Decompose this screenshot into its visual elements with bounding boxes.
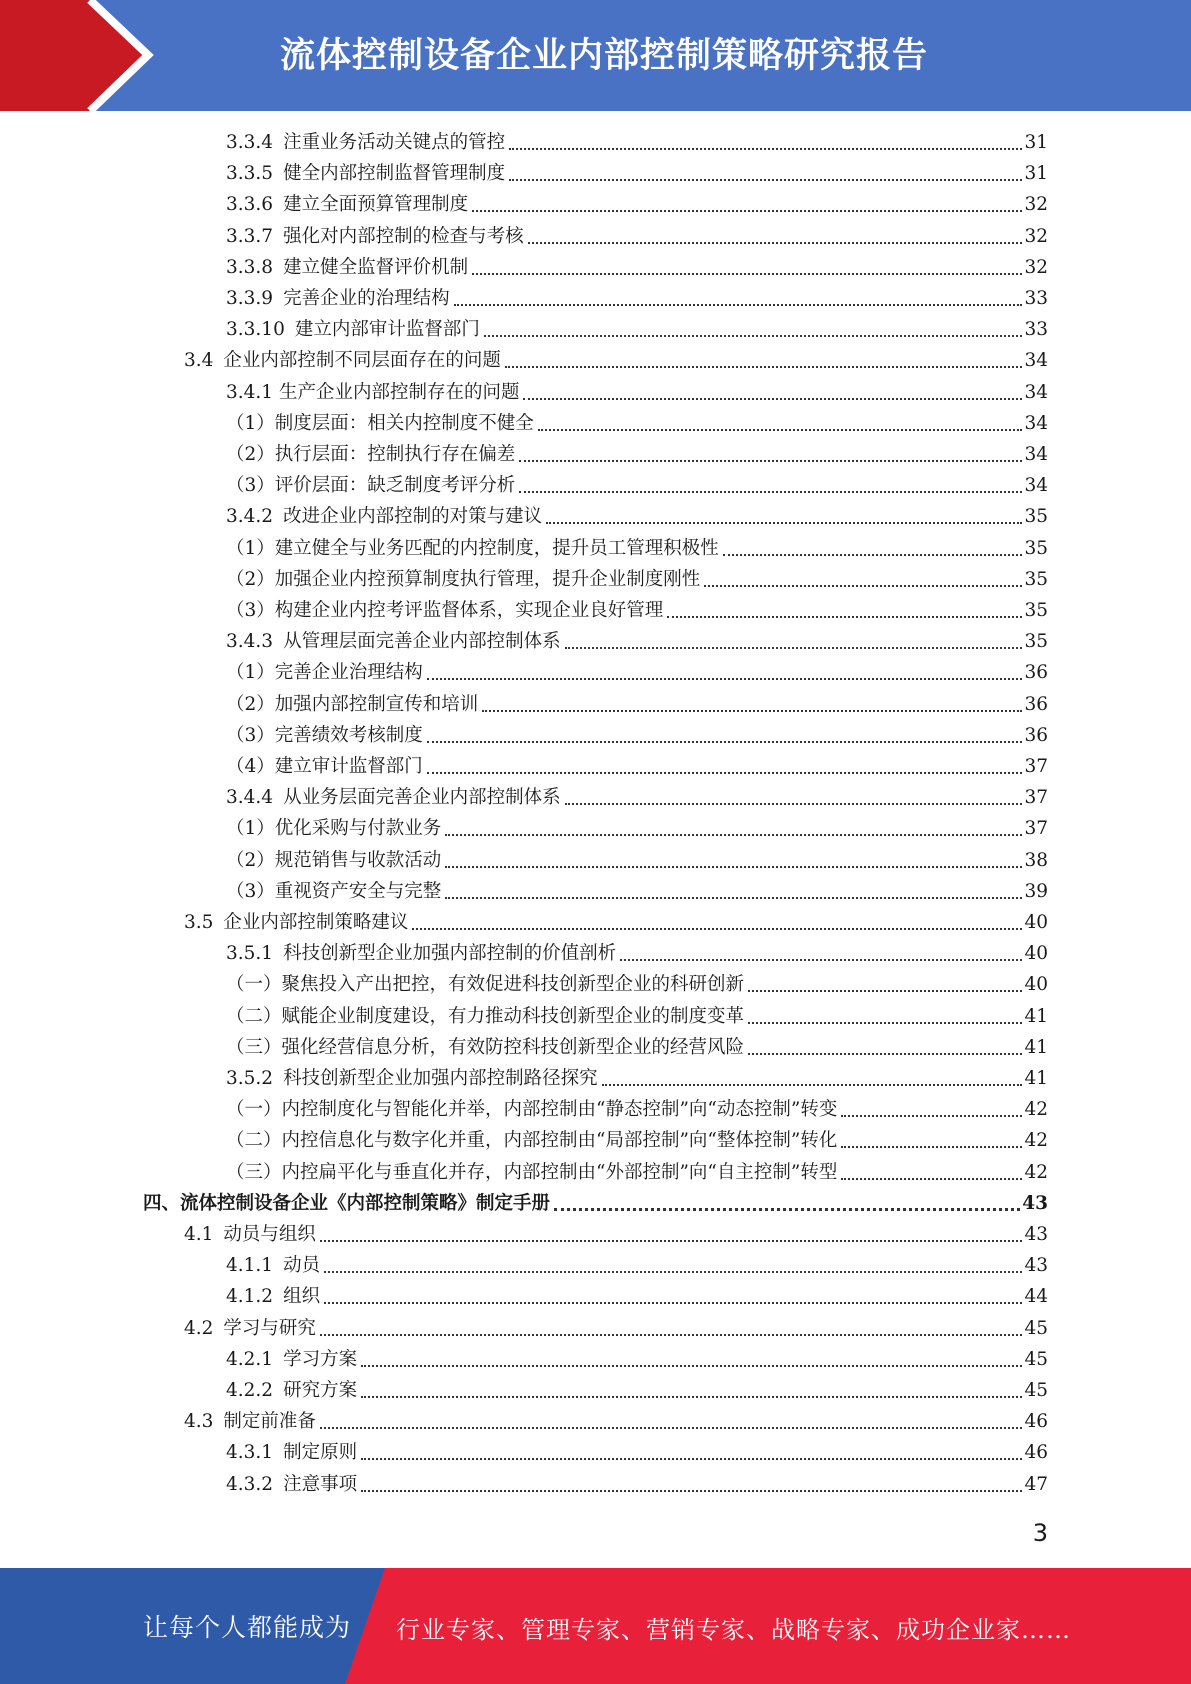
toc-entry-text: （三）内控扁平化与垂直化并存，内部控制由“外部控制”向“自主控制”转型 — [226, 1161, 838, 1183]
toc-entry-number: 3.5.2 — [226, 1068, 274, 1089]
toc-dot-leader — [620, 959, 1022, 961]
toc-entry-label — [226, 189, 470, 220]
toc-entry-text: （一）内控制度化与智能化并举，内部控制由“静态控制”向“动态控制”转变 — [226, 1099, 838, 1121]
toc-entry[interactable] — [226, 221, 1048, 252]
toc-entry-number: 3.5 — [184, 912, 214, 933]
toc-dot-leader — [445, 866, 1022, 868]
toc-entry[interactable] — [226, 626, 1048, 657]
toc-entry-label — [226, 221, 526, 252]
page-number: 3 — [1032, 1519, 1048, 1547]
toc-entry-page: 35 — [1024, 568, 1048, 590]
toc-entry-text: （1）完善企业治理结构 — [226, 662, 423, 684]
toc-dot-leader — [412, 928, 1022, 930]
toc-entry[interactable] — [226, 408, 1048, 439]
toc-entry-number: 4.1.2 — [226, 1286, 274, 1308]
toc-entry-label — [226, 782, 563, 813]
footer-slogan-left: 让每个人都能成为 — [143, 1613, 352, 1642]
toc-entry-label — [184, 1313, 318, 1344]
toc-entry[interactable] — [184, 1406, 1048, 1437]
toc-dot-leader — [320, 1427, 1023, 1429]
toc-entry-number: 3.4 — [184, 350, 214, 372]
toc-entry-number: 4.2.2 — [226, 1380, 274, 1401]
toc-entry-text: 3.4.1 生产企业内部控制存在的问题 — [226, 381, 520, 403]
toc-entry[interactable] — [226, 158, 1048, 189]
toc-entry-label — [226, 595, 665, 626]
toc-entry[interactable] — [184, 1219, 1048, 1250]
toc-entry[interactable] — [184, 1313, 1048, 1344]
toc-entry-text: 强化对内部控制的检查与考核 — [283, 225, 524, 247]
toc-entry[interactable] — [226, 314, 1048, 345]
toc-entry-label — [226, 158, 507, 189]
toc-dot-leader — [320, 1334, 1023, 1336]
toc-dot-leader — [427, 741, 1023, 743]
toc-entry-page: 33 — [1024, 288, 1048, 309]
toc-entry-number: 3.3.10 — [226, 319, 285, 341]
toc-entry-text: 四、流体控制设备企业《内部控制策略》制定手册 — [143, 1192, 551, 1214]
toc-entry-text: 从管理层面完善企业内部控制体系 — [283, 631, 561, 653]
toc-entry[interactable] — [226, 813, 1048, 844]
toc-dot-leader — [484, 335, 1023, 337]
toc-dot-leader — [723, 554, 1023, 556]
toc-entry-label — [226, 1469, 359, 1500]
toc-entry-page: 32 — [1024, 225, 1048, 247]
toc-entry-text: 科技创新型企业加强内部控制的价值剖析 — [283, 943, 617, 965]
toc-entry-number: 3.3.8 — [226, 256, 274, 278]
toc-dot-leader — [602, 1084, 1023, 1086]
toc-entry-label — [226, 813, 443, 844]
toc-dot-leader — [361, 1396, 1022, 1398]
toc-entry-number: 4.2.1 — [226, 1348, 274, 1370]
toc-entry-page: 43 — [1024, 1224, 1048, 1245]
toc-entry-text: 制定前准备 — [223, 1411, 316, 1433]
toc-entry-label — [226, 1125, 839, 1156]
toc-entry-page: 37 — [1024, 787, 1048, 809]
toc-entry[interactable] — [226, 501, 1048, 532]
toc-entry-label — [226, 720, 425, 751]
toc-entry[interactable] — [226, 657, 1048, 688]
toc-entry-text: （3）完善绩效考核制度 — [226, 724, 423, 746]
toc-dot-leader — [509, 179, 1022, 181]
toc-dot-leader — [509, 148, 1022, 150]
toc-entry[interactable] — [226, 1375, 1048, 1406]
toc-entry-text: （3）构建企业内控考评监督体系，实现企业良好管理 — [226, 600, 664, 621]
toc-entry-page: 32 — [1024, 194, 1048, 216]
toc-entry[interactable] — [226, 1094, 1048, 1125]
toc-entry-label — [226, 283, 452, 314]
toc-entry-page: 40 — [1024, 943, 1048, 965]
toc-entry[interactable] — [226, 1001, 1048, 1032]
toc-entry-page: 34 — [1024, 444, 1048, 465]
document-title: 流体控制设备企业内部控制策略研究报告 — [280, 36, 929, 76]
toc-entry-text: （1）建立健全与业务匹配的内控制度，提升员工管理积极性 — [226, 537, 719, 559]
toc-entry-page: 39 — [1024, 880, 1048, 902]
toc-entry[interactable] — [226, 845, 1048, 876]
toc-entry-label — [226, 1281, 322, 1312]
toc-entry[interactable] — [184, 907, 1048, 938]
toc-entry-page: 40 — [1024, 912, 1048, 933]
toc-entry-text: （4）建立审计监督部门 — [226, 756, 423, 777]
toc-entry-label — [143, 1188, 552, 1219]
toc-entry-text: 科技创新型企业加强内部控制路径探究 — [283, 1068, 598, 1089]
toc-entry-page: 34 — [1024, 475, 1048, 497]
toc-dot-leader — [546, 522, 1022, 524]
toc-entry-page: 41 — [1024, 1068, 1048, 1089]
toc-dot-leader — [427, 772, 1023, 774]
toc-entry-number: 3.3.7 — [226, 225, 274, 247]
toc-dot-leader — [748, 990, 1022, 992]
toc-entry[interactable] — [226, 283, 1048, 314]
toc-entry-number: 4.3 — [184, 1411, 214, 1433]
toc-entry[interactable] — [226, 969, 1048, 1000]
toc-entry[interactable] — [226, 564, 1048, 595]
toc-entry-text: 学习与研究 — [223, 1317, 316, 1339]
toc-entry-page: 32 — [1024, 256, 1048, 278]
toc-entry-label — [226, 1157, 839, 1188]
toc-entry-page: 45 — [1024, 1348, 1048, 1370]
toc-dot-leader — [519, 460, 1022, 462]
toc-entry-label — [226, 1001, 746, 1032]
toc-entry[interactable] — [226, 1125, 1048, 1156]
toc-entry-page: 35 — [1024, 631, 1048, 653]
toc-dot-leader — [841, 1146, 1022, 1148]
toc-entry-text: （二）内控信息化与数字化并重，内部控制由“局部控制”向“整体控制”转化 — [226, 1130, 838, 1152]
toc-entry-label — [184, 345, 503, 376]
toc-entry-label — [226, 1375, 359, 1406]
toc-entry[interactable] — [226, 1157, 1048, 1188]
toc-entry-text: 完善企业的治理结构 — [283, 288, 450, 309]
toc-entry-page: 44 — [1024, 1286, 1048, 1308]
toc-entry[interactable] — [226, 720, 1048, 751]
toc-entry-page: 43 — [1022, 1192, 1048, 1214]
toc-entry-number: 4.2 — [184, 1317, 214, 1339]
toc-dot-leader — [519, 491, 1022, 493]
toc-entry-text: （2）加强内部控制宣传和培训 — [226, 693, 479, 715]
toc-entry-label — [184, 1406, 318, 1437]
toc-dot-leader — [445, 834, 1022, 836]
toc-entry[interactable] — [226, 439, 1048, 470]
toc-entry-label — [226, 127, 507, 158]
toc-dot-leader — [320, 1240, 1023, 1242]
toc-entry-page: 46 — [1024, 1411, 1048, 1433]
toc-entry-text: 研究方案 — [283, 1380, 358, 1401]
toc-entry-number: 4.1 — [184, 1224, 214, 1245]
toc-entry-text: 建立内部审计监督部门 — [294, 319, 480, 341]
toc-entry-page: 46 — [1024, 1442, 1048, 1464]
page-footer — [0, 1568, 1191, 1684]
toc-entry-text: 从业务层面完善企业内部控制体系 — [283, 787, 561, 809]
toc-entry-label — [226, 314, 482, 345]
toc-entry[interactable] — [226, 1437, 1048, 1468]
toc-entry-label — [226, 439, 517, 470]
toc-entry-label — [184, 1219, 318, 1250]
toc-entry-page: 42 — [1024, 1099, 1048, 1121]
toc-entry-page: 37 — [1024, 756, 1048, 777]
toc-entry-text: （2）规范销售与收款活动 — [226, 849, 442, 871]
toc-entry-page: 37 — [1024, 818, 1048, 840]
toc-entry-label — [226, 938, 618, 969]
toc-entry-text: 企业内部控制不同层面存在的问题 — [223, 350, 501, 372]
toc-entry-label — [226, 377, 521, 408]
toc-entry-label — [226, 1344, 359, 1375]
toc-entry-text: （二）赋能企业制度建设，有力推动科技创新型企业的制度变革 — [226, 1005, 745, 1027]
toc-entry-label — [226, 657, 425, 688]
toc-entry-page: 35 — [1024, 537, 1048, 559]
toc-entry-page: 31 — [1024, 132, 1048, 153]
toc-entry-label — [226, 470, 517, 501]
toc-entry-label — [226, 533, 721, 564]
toc-dot-leader — [565, 803, 1023, 805]
toc-entry[interactable] — [226, 377, 1048, 408]
toc-entry-page: 34 — [1024, 412, 1048, 434]
toc-entry-number: 3.3.6 — [226, 194, 274, 216]
toc-dot-leader — [748, 1022, 1022, 1024]
toc-entry-label — [226, 408, 536, 439]
toc-entry[interactable] — [226, 533, 1048, 564]
toc-dot-leader — [324, 1302, 1022, 1304]
toc-entry[interactable] — [226, 252, 1048, 283]
toc-entry[interactable] — [226, 1281, 1048, 1312]
toc-dot-leader — [454, 304, 1023, 306]
toc-dot-leader — [427, 678, 1023, 680]
toc-entry-label — [226, 564, 702, 595]
toc-dot-leader — [554, 1208, 1020, 1211]
toc-entry-label — [226, 1437, 359, 1468]
toc-entry-page: 40 — [1024, 974, 1048, 996]
toc-entry-label — [226, 845, 443, 876]
toc-entry-number: 3.3.5 — [226, 163, 274, 185]
toc-dot-leader — [472, 210, 1022, 212]
toc-dot-leader — [748, 1053, 1022, 1055]
toc-entry-text: （3）评价层面：缺乏制度考评分析 — [226, 475, 516, 497]
toc-entry-text: 建立全面预算管理制度 — [283, 194, 469, 216]
toc-entry-text: 健全内部控制监督管理制度 — [283, 163, 506, 185]
toc-entry-label — [226, 1094, 839, 1125]
toc-entry-page: 33 — [1024, 319, 1048, 341]
toc-entry-page: 45 — [1024, 1317, 1048, 1339]
toc-entry-page: 36 — [1024, 724, 1048, 746]
toc-entry-page: 35 — [1024, 600, 1048, 621]
toc-dot-leader — [324, 1271, 1022, 1273]
toc-dot-leader — [538, 429, 1023, 431]
toc-entry-text: 注重业务活动关键点的管控 — [283, 132, 506, 153]
toc-dot-leader — [472, 273, 1022, 275]
toc-entry[interactable] — [226, 689, 1048, 720]
toc-entry-text: （2）加强企业内控预算制度执行管理，提升企业制度刚性 — [226, 568, 701, 590]
toc-entry-text: 制定原则 — [283, 1442, 358, 1464]
toc-entry-text: 组织 — [283, 1286, 321, 1308]
toc-entry-page: 42 — [1024, 1161, 1048, 1183]
toc-dot-leader — [667, 616, 1022, 618]
toc-dot-leader — [361, 1458, 1022, 1460]
toc-entry-label — [226, 751, 425, 782]
toc-entry-page: 34 — [1024, 350, 1048, 372]
toc-entry-page: 41 — [1024, 1036, 1048, 1058]
toc-entry[interactable] — [226, 470, 1048, 501]
toc-entry-text: 改进企业内部控制的对策与建议 — [283, 506, 543, 528]
toc-entry-number: 3.4.2 — [226, 506, 274, 528]
toc-entry-text: 建立健全监督评价机制 — [283, 256, 469, 278]
toc-dot-leader — [361, 1490, 1022, 1492]
toc-entry[interactable] — [226, 127, 1048, 158]
toc-entry[interactable] — [226, 751, 1048, 782]
toc-entry-text: （2）执行层面：控制执行存在偏差 — [226, 444, 516, 465]
toc-entry[interactable] — [226, 1469, 1048, 1500]
toc-dot-leader — [528, 242, 1023, 244]
toc-entry[interactable] — [226, 1063, 1048, 1094]
toc-entry[interactable] — [226, 1032, 1048, 1063]
toc-entry[interactable] — [226, 876, 1048, 907]
toc-entry-label — [226, 1250, 322, 1281]
toc-entry-number: 3.4.4 — [226, 787, 274, 809]
toc-entry-page: 38 — [1024, 849, 1048, 871]
toc-entry-number: 4.3.2 — [226, 1473, 274, 1495]
toc-entry-label — [226, 1063, 600, 1094]
toc-entry[interactable] — [226, 1250, 1048, 1281]
toc-dot-leader — [565, 647, 1023, 649]
toc-entry-number: 3.4.3 — [226, 631, 274, 653]
toc-entry-text: （一）聚焦投入产出把控，有效促进科技创新型企业的科研创新 — [226, 974, 745, 996]
toc-dot-leader — [482, 710, 1022, 712]
toc-entry-page: 47 — [1024, 1473, 1048, 1495]
toc-entry[interactable] — [184, 345, 1048, 376]
toc-entry[interactable] — [226, 189, 1048, 220]
toc-entry-number: 4.3.1 — [226, 1442, 274, 1464]
toc-entry-number: 4.1.1 — [226, 1255, 274, 1277]
toc-entry-text: 注意事项 — [283, 1473, 358, 1495]
toc-entry-text: （1）制度层面：相关内控制度不健全 — [226, 412, 534, 434]
toc-entry-label — [184, 907, 410, 938]
toc-entry-number: 3.3.9 — [226, 288, 274, 309]
toc-entry-page: 36 — [1024, 693, 1048, 715]
toc-entry-text: （1）优化采购与付款业务 — [226, 818, 442, 840]
toc-entry-number: 3.5.1 — [226, 943, 274, 965]
toc-entry-label — [226, 969, 746, 1000]
toc-entry-number: 3.3.4 — [226, 132, 274, 153]
toc-entry-text: 企业内部控制策略建议 — [223, 912, 409, 933]
toc-entry-page: 42 — [1024, 1130, 1048, 1152]
toc-entry-text: 学习方案 — [283, 1348, 358, 1370]
toc-entry-label — [226, 501, 544, 532]
toc-dot-leader — [841, 1115, 1022, 1117]
toc-dot-leader — [523, 398, 1022, 400]
toc-entry[interactable] — [143, 1188, 1048, 1219]
toc-entry-text: （3）重视资产安全与完整 — [226, 880, 442, 902]
toc-entry[interactable] — [226, 1344, 1048, 1375]
toc-entry-page: 34 — [1024, 381, 1048, 403]
toc-entry[interactable] — [226, 595, 1048, 626]
toc-entry-label — [226, 252, 470, 283]
toc-entry-page: 43 — [1024, 1255, 1048, 1277]
toc-entry-page: 36 — [1024, 662, 1048, 684]
toc-entry-text: 动员与组织 — [223, 1224, 316, 1245]
toc-entry[interactable] — [226, 938, 1048, 969]
toc-entry-page: 31 — [1024, 163, 1048, 185]
toc-dot-leader — [704, 585, 1022, 587]
toc-entry-label — [226, 876, 443, 907]
toc-entry-page: 35 — [1024, 506, 1048, 528]
toc-entry-label — [226, 689, 480, 720]
toc-entry[interactable] — [226, 782, 1048, 813]
toc-entry-text: 动员 — [283, 1255, 321, 1277]
footer-slogan-right: 行业专家、管理专家、营销专家、战略专家、成功企业家…… — [396, 1616, 1071, 1644]
toc-dot-leader — [445, 897, 1022, 899]
toc-entry-label — [226, 626, 563, 657]
toc-entry-text: （三）强化经营信息分析，有效防控科技创新型企业的经营风险 — [226, 1036, 745, 1058]
toc-entry-page: 45 — [1024, 1380, 1048, 1401]
page-header — [0, 0, 1191, 111]
toc-entry-label — [226, 1032, 746, 1063]
toc-dot-leader — [361, 1365, 1022, 1367]
toc-dot-leader — [505, 366, 1023, 368]
toc-dot-leader — [841, 1178, 1022, 1180]
toc-entry-page: 41 — [1024, 1005, 1048, 1027]
